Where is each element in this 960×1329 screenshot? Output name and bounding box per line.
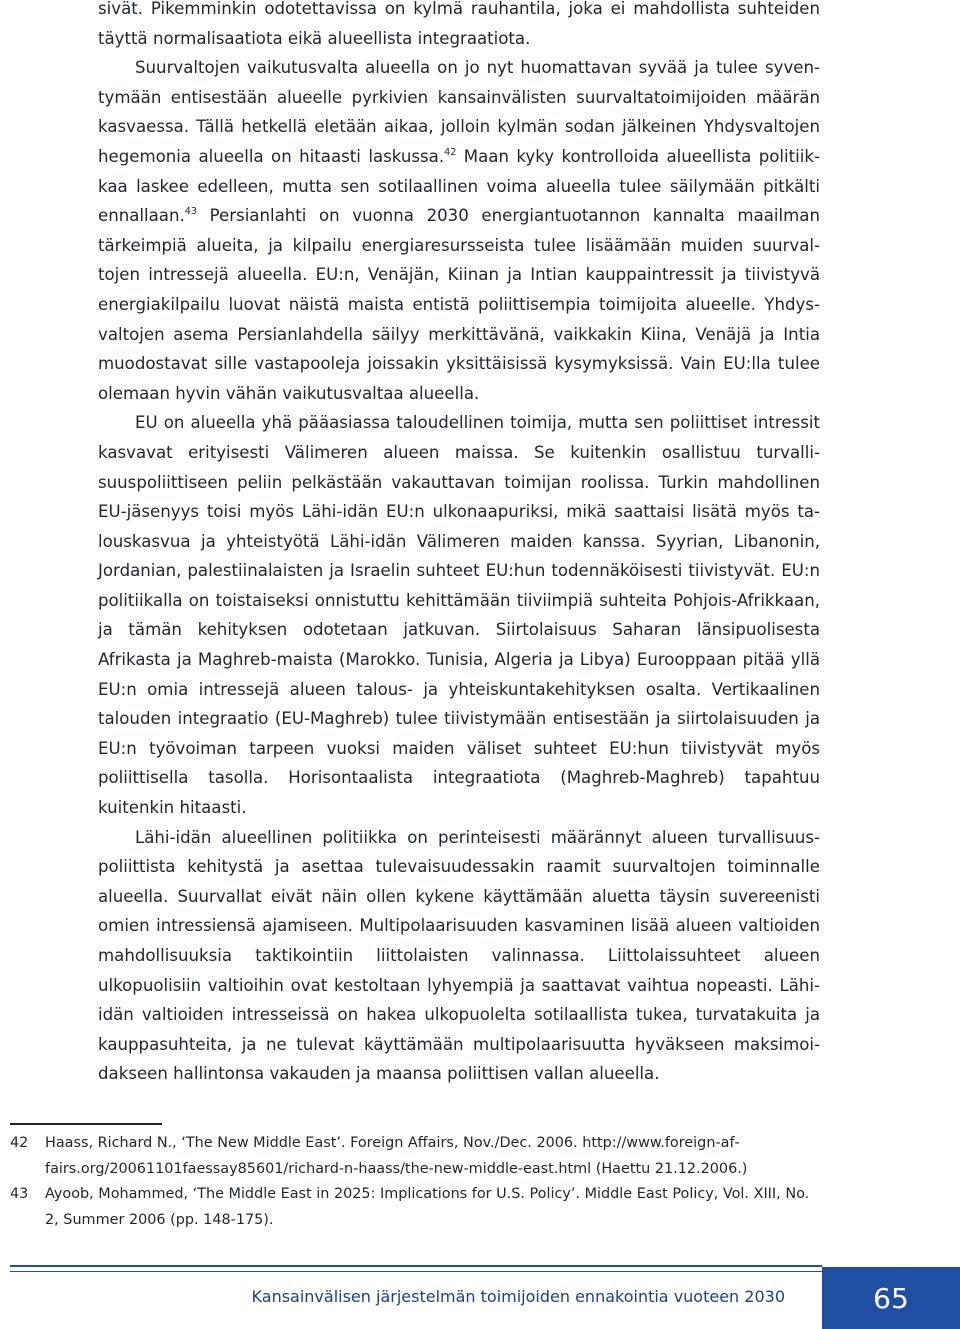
paragraph-2-part-c: Persianlahti on vuonna 2030 energiantuotannon kannalta maailman tärkeimpiä alueita, ja kilpailu energiaresursseista tulee lisäämään muiden suurvaltojen intressejä alueella. EU:n, Venäjän, Kiinan ja Intian kauppaintressit ja tiivistyvä energiakilpailu luovat näistä maista entistä poliittisempia toimijoita alueelle. Yhdysvaltojen asema Persianlahdella säilyy merkittävänä, vaikkakin Kiina, Venäjä ja Intia muodostavat sille vastapooleja joissakin yksittäisissä kysymyksissä. Vain EU:lla tulee olemaan hyvin vähän vaikutusvaltaa alueella.	[98, 206, 820, 403]
paragraph-2-part-a: Suurvaltojen vaikutusvalta alueella on jo nyt huomattavan syvää ja tulee syventymään entisestään alueelle pyrkivien kansainvälisten suurvaltatoimijoiden määrän kasvaessa. Tällä hetkellä eletään aikaa, jolloin kylmän sodan jälkeinen Yhdysvaltojen hegemonia alueella on hitaasti laskussa.	[98, 58, 820, 166]
paragraph-3: EU on alueella yhä pääasiassa taloudellinen toimija, mutta sen poliittiset intressit kasvavat erityisesti Välimeren alueen maissa. Se kuitenkin osallistuu turvallisuuspoliittiseen peliin pelkästään vakauttavan toimijan roolissa. Turkin mahdollinen EU-jäsenyys toisi myös Lähi-idän EU:n ulkonaapuriksi, mikä saattaisi lisätä myös talouskasvua ja yhteistyötä Lähi-idän Välimeren maiden kanssa. Syyrian, Libanonin, Jordanian, palestiinalaisten ja Israelin suhteet EU:hun todennäköisesti tiivistyvät. EU:n politiikalla on toistaiseksi onnistuttu kehittämään tiiviimpiä suhteita Pohjois-Afrikkaan, ja tämän kehityksen odotetaan jatkuvan. Siirtolaisuus Saharan länsipuolisesta Afrikasta ja Maghreb-maista (Marokko. Tunisia, Algeria ja Libya) Eurooppaan pitää yllä EU:n omia intressejä alueen talous- ja yhteiskuntakehityksen osalta. Vertikaalinen talouden integraatio (EU-Maghreb) tulee tiivistymään entisestään ja siirtolaisuuden ja EU:n työvoiman tarpeen vuoksi maiden väliset suhteet EU:hun tiivistyvät myös poliittisella tasolla. Horisontaalista integraatiota (Maghreb-Maghreb) tapahtuu kuitenkin hitaasti.	[98, 413, 820, 818]
paragraph-2-part-b: Maan kyky kontrolloida alueellista politiikkaa laskee edelleen, mutta sen sotilaallinen voima alueella tulee säilymään pitkälti ennallaan.	[98, 146, 820, 226]
footnote-text: Ayoob, Mohammed, ‘The Middle East in 2025: Implications for U.S. Policy’. Middle East Policy, Vol. XIII, No. 2, Summer 2006 (pp. 148-175).	[45, 1186, 810, 1228]
footnote-text: Haass, Richard N., ‘The New Middle East’. Foreign Affairs, Nov./Dec. 2006. http://www.foreign-affairs.org/20061101faessay85601/richard-n-haass/the-new-middle-east.html (Haettu 21.12.2006.)	[45, 1135, 748, 1177]
paragraph-4: Lähi-idän alueellinen politiikka on perinteisesti määrännyt alueen turvallisuuspoliittista kehitystä ja asettaa tulevaisuudessakin raamit suurvaltojen toiminnalle alueella. Suurvallat eivät näin ollen kykene käyttämään aluetta täysin suvereenisti omien intressiensä ajamiseen. Multipolaarisuuden kasvaminen lisää alueen valtioiden mahdollisuuksia taktikointiin liittolaisten valinnassa. Liittolaissuhteet alueen ulkopuolisiin valtioihin ovat kestoltaan lyhyempiä ja saattavat vaihtua nopeasti. Lähiidän valtioiden intresseissä on hakea ulkopuolelta sotilaallista tukea, turvatakuita ja kauppasuhteita, ja ne tulevat käyttämään multipolaarisuutta hyväkseen maksimoidakseen hallintonsa vakauden ja maansa poliittisen vallan alueella.	[98, 827, 820, 1084]
main-text	[98, 0, 820, 1089]
footer-rule-thin	[10, 1271, 822, 1272]
footnote-43	[10, 1182, 810, 1233]
footer-title: Kansainvälisen järjestelmän toimijoiden ennakointia vuoteen 2030	[251, 1287, 785, 1306]
footnote-number: 42	[10, 1135, 29, 1151]
footnotes	[10, 1131, 810, 1233]
footnote-ref-43[interactable]: 43	[184, 206, 197, 218]
paragraph-2	[98, 53, 820, 408]
footnote-number: 43	[10, 1186, 29, 1202]
footnote-42	[10, 1131, 810, 1182]
page-number: 65	[873, 1281, 909, 1315]
footnote-ref-42[interactable]: 42	[444, 146, 457, 158]
page-number-box	[822, 1267, 960, 1329]
footer-rule-thick	[10, 1265, 822, 1267]
paragraph-1: sivät. Pikemminkin odotettavissa on kylmä rauhantila, joka ei mahdollista suhteiden täyttä normalisaatiota eikä alueellista integraatiota.	[98, 0, 820, 48]
footnote-divider	[10, 1123, 162, 1125]
